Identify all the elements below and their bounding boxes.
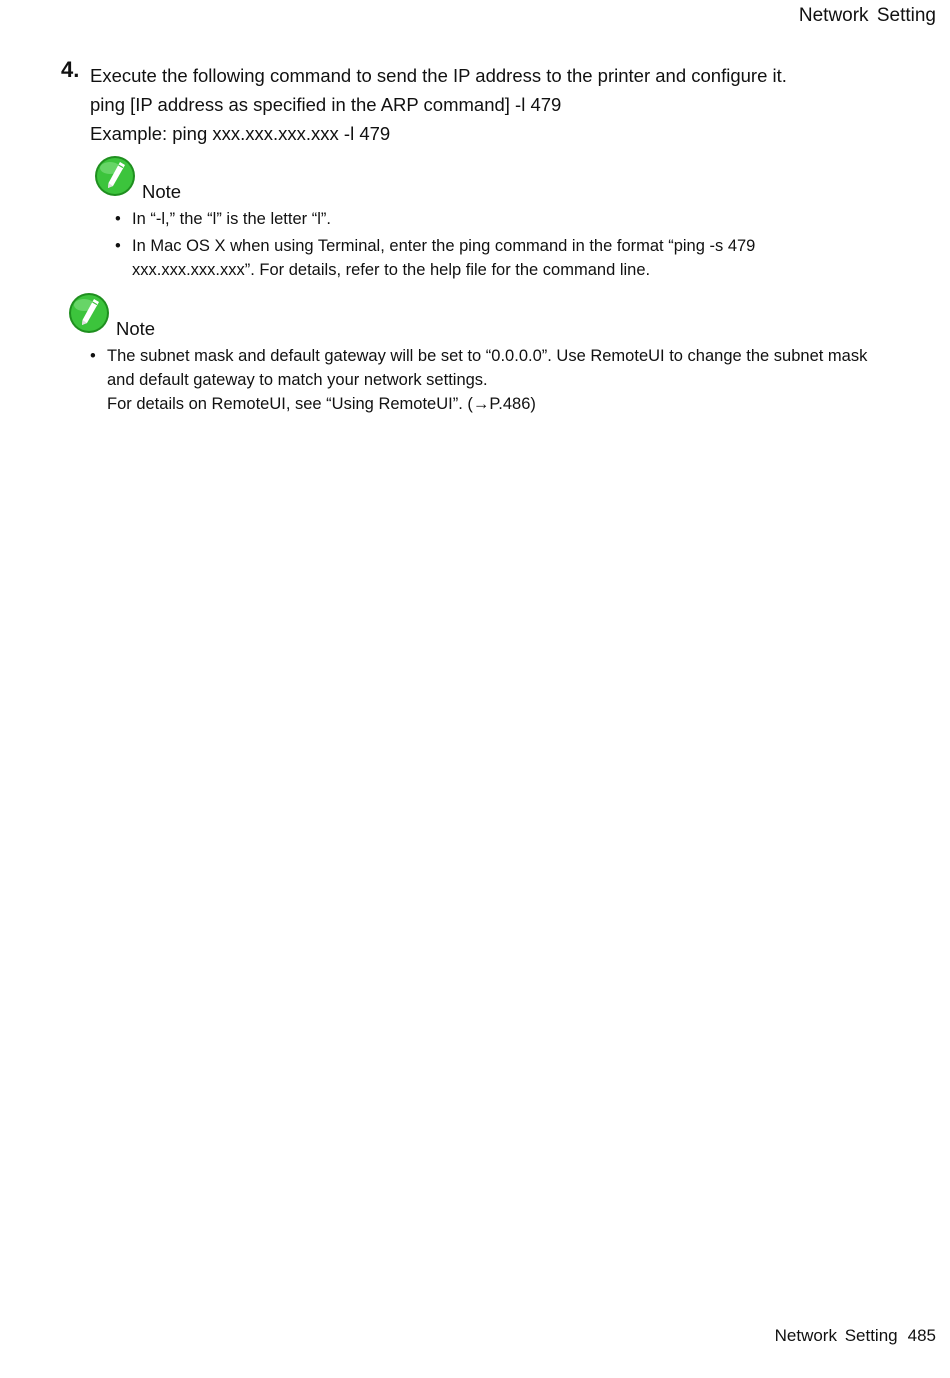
footer-section-title: Network Setting [774,1326,898,1345]
bullet-icon: • [115,237,121,255]
step-number: 4. [61,57,80,82]
step-command: ping [IP address as specified in the ARP command] -l 479 [90,94,562,115]
note-label: Note [116,318,156,339]
note-label: Note [142,181,182,202]
note-header [68,292,908,340]
note-item-text: and default gateway to match your network settings. [107,371,488,389]
step-body [90,61,787,148]
note-item-text: The subnet mask and default gateway will be set to “0.0.0.0”. Use RemoteUI to change the subnet mask [107,347,868,365]
page-number: 485 [907,1326,936,1345]
note-list [94,207,854,282]
note-item [68,344,908,416]
page-footer [775,1326,936,1346]
note-list [68,344,908,416]
note-item-text: For details on RemoteUI, see “Using RemoteUI”. (→P.486) [107,395,536,413]
note-item [94,207,854,231]
note-box-1 [94,155,854,282]
pencil-note-icon [94,155,136,197]
note-header [94,155,854,203]
bullet-icon: • [115,210,121,228]
header-section-title: Network Setting [798,5,936,26]
bullet-icon: • [90,347,96,365]
pencil-note-icon [68,292,110,334]
note-item-text: In “-l,” the “l” is the letter “l”. [132,210,331,228]
step-example: Example: ping xxx.xxx.xxx.xxx -l 479 [90,123,391,144]
note-item-text: xxx.xxx.xxx.xxx”. For details, refer to the help file for the command line. [132,261,651,279]
note-box-2 [68,292,908,416]
note-item-text: In Mac OS X when using Terminal, enter the ping command in the format “ping -s 479 [132,237,756,255]
note-item [94,234,854,282]
step-instruction: Execute the following command to send the IP address to the printer and configure it. [90,65,787,86]
